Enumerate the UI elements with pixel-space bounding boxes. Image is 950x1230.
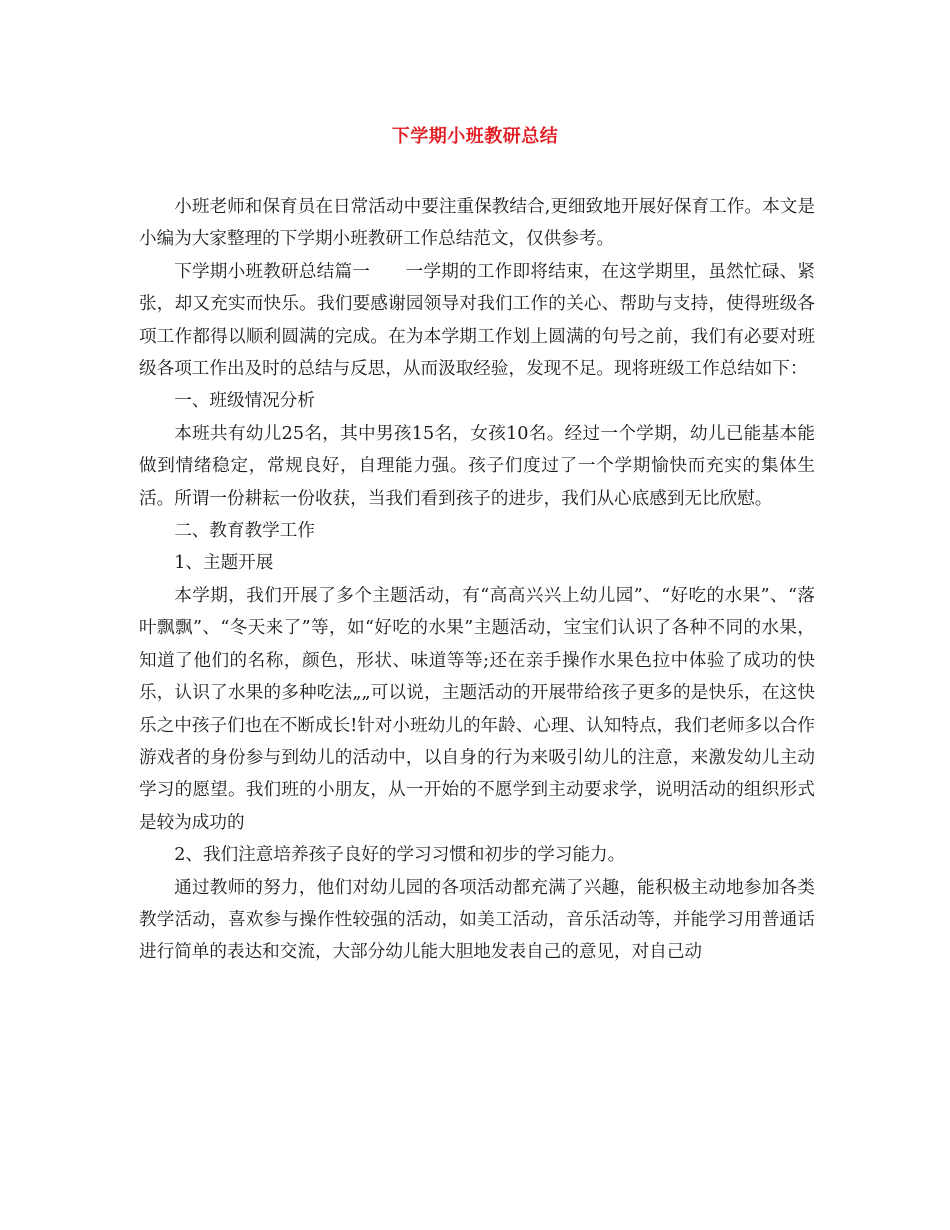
theme-activities-paragraph: 本学期，我们开展了多个主题活动，有“高高兴兴上幼儿园”、“好吃的水果”、“落叶飘飘”、“冬天来了”等，如“好吃的水果”主题活动，宝宝们认识了各种不同的水果，知道了他们的名称，颜色，形状、味道等等;还在亲手操作水果色拉中体验了成功的快乐，认识了水果的多种吃法„„可以说，主题活动的开展带给孩子更多的是快乐，在这快乐之中孩子们也在不断成长!针对小班幼儿的年龄、心理、认知特点，我们老师多以合作游戏者的身份参与到幼儿的活动中，以自身的行为来吸引幼儿的注意，来激发幼儿主动学习的愿望。我们班的小朋友，从一开始的不愿学到主动要求学，说明活动的组织形式是较为成功的: [139, 585, 815, 833]
section-heading-teaching-work: 二、教育教学工作: [174, 521, 315, 542]
summary-opening-paragraph: 下学期小班教研总结篇一 一学期的工作即将结束，在这学期里，虽然忙碌、紧张，却又充实而快乐。我们要感谢园领导对我们工作的关心、帮助与支持，使得班级各项工作都得以顺利圆满的完成。在为本学期工作划上圆满的句号之前，我们有必要对班级各项工作出及时的总结与反思，从而汲取经验，发现不足。现将班级工作总结如下：: [139, 261, 815, 380]
class-analysis-paragraph: 本班共有幼儿25名，其中男孩15名，女孩10名。经过一个学期，幼儿已能基本能做到情绪稳定，常规良好，自理能力强。孩子们度过了一个学期愉快而充实的集体生活。所谓一份耕耘一份收获，当我们看到孩子的进步，我们从心底感到无比欣慰。: [139, 423, 815, 509]
subheading-theme-activities: 1、主题开展: [174, 553, 274, 574]
intro-paragraph: 小班老师和保育员在日常活动中要注重保教结合,更细致地开展好保育工作。本文是小编为大家整理的下学期小班教研工作总结范文，仅供参考。: [139, 197, 815, 250]
document-body: [139, 191, 815, 969]
learning-habits-paragraph: 通过教师的努力，他们对幼儿园的各项活动都充满了兴趣，能积极主动地参加各类教学活动，喜欢参与操作性较强的活动，如美工活动，音乐活动等，并能学习用普通话进行简单的表达和交流，大部分幼儿能大胆地发表自己的意见，对自己动: [139, 877, 815, 963]
document-title: 下学期小班教研总结: [391, 126, 559, 147]
section-heading-class-analysis: 一、班级情况分析: [174, 391, 315, 412]
subheading-learning-habits: 2、我们注意培养孩子良好的学习习惯和初步的学习能力。: [174, 845, 626, 866]
